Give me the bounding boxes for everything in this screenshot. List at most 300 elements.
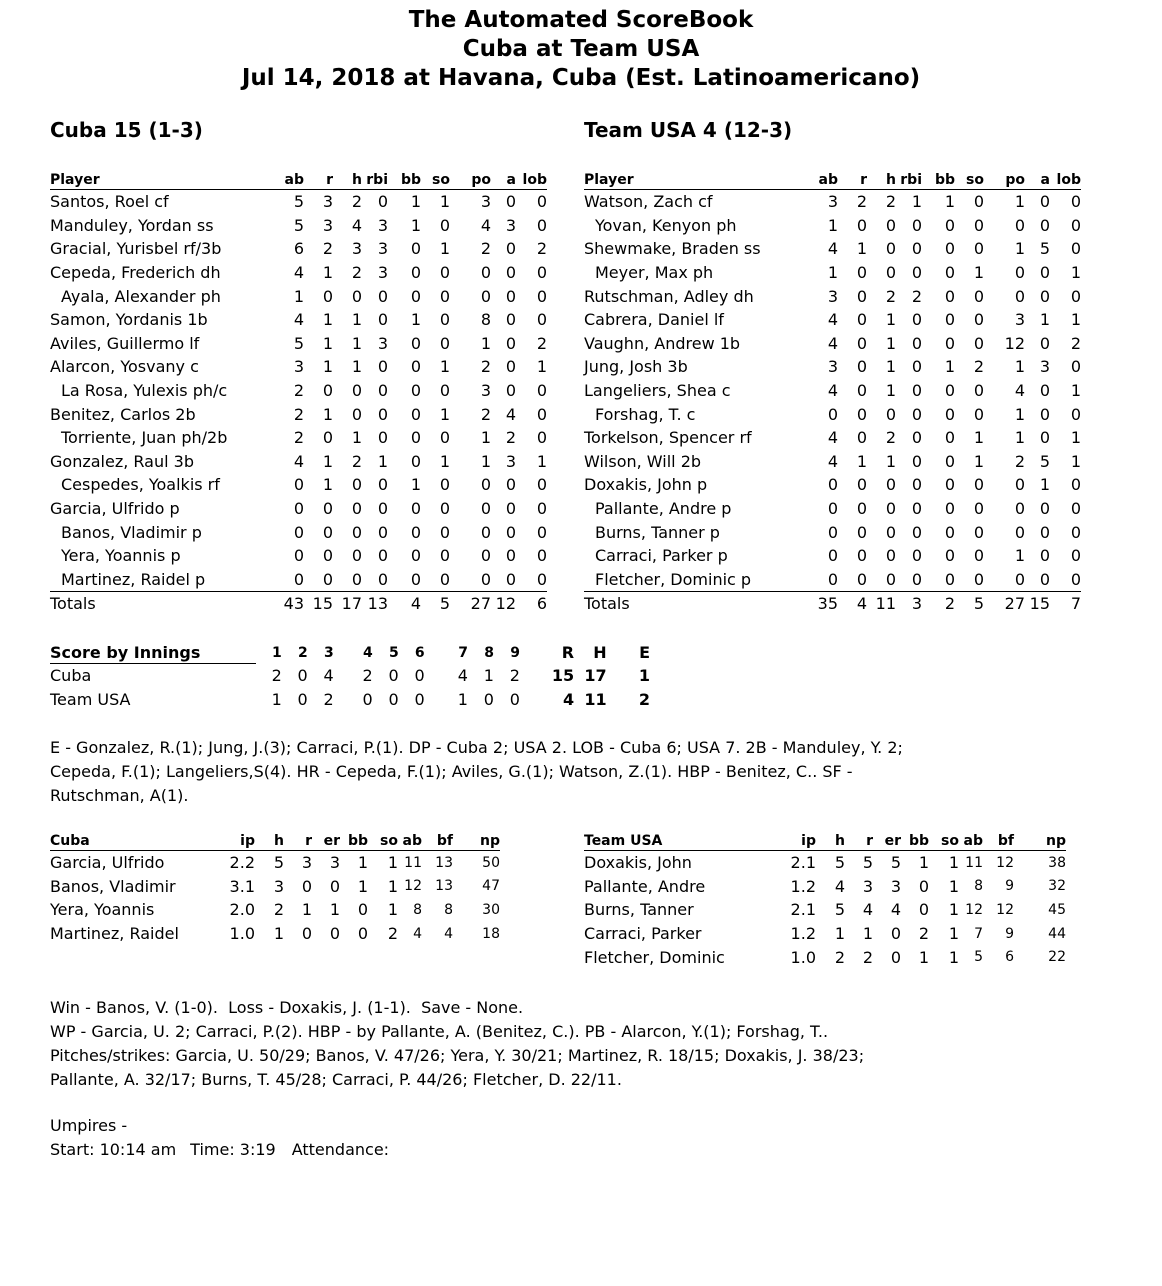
stat-cell: 0	[439, 333, 450, 353]
stat-cell: 3	[377, 263, 388, 283]
stat-cell: 1	[973, 263, 984, 283]
stat-cell: 1	[1070, 428, 1081, 448]
stat-cell: 2	[911, 286, 922, 306]
player-row	[584, 450, 1081, 474]
linescore-row	[50, 688, 650, 712]
player-row	[50, 355, 547, 379]
stat-cell: 1.0	[229, 924, 255, 944]
stat-cell: 2	[885, 286, 896, 306]
totals-row	[50, 592, 547, 616]
player-name: Gonzalez, Raul 3b	[50, 451, 194, 471]
stat-cell: 0	[1039, 381, 1050, 401]
stat-cell: 3	[377, 215, 388, 235]
stat-cell: 0	[439, 522, 450, 542]
stat-cell: 0	[856, 333, 867, 353]
stat-cell: 0	[536, 499, 547, 519]
player-row	[50, 237, 547, 261]
stat-cell: 0	[505, 357, 516, 377]
stat-cell: 0	[1070, 286, 1081, 306]
date-venue: Jul 14, 2018 at Havana, Cuba (Est. Latinoamericano)	[241, 65, 921, 91]
stat-cell: 0	[911, 310, 922, 330]
stat-cell: 0	[1070, 569, 1081, 589]
pitcher-row	[584, 898, 1066, 922]
player-row	[50, 284, 547, 308]
total-cell: 5	[421, 592, 450, 616]
stat-cell: 5	[1039, 239, 1050, 259]
player-name: Forshag, T. c	[595, 404, 696, 424]
player-name: Torkelson, Spencer rf	[584, 428, 752, 448]
stat-cell: 1.0	[790, 947, 816, 967]
stat-cell: 0	[1039, 263, 1050, 283]
stat-cell: 3	[505, 451, 516, 471]
column-header: bf	[422, 832, 453, 851]
stat-cell: 1	[948, 900, 959, 920]
stat-cell: 0	[856, 357, 867, 377]
stat-cell: 1	[1070, 381, 1081, 401]
stat-cell: 1	[351, 333, 362, 353]
stat-cell: 0	[856, 310, 867, 330]
player-row	[50, 497, 547, 521]
rhe-value: 15	[551, 666, 575, 685]
total-cell: 15	[1025, 592, 1050, 616]
stat-cell: 2	[480, 239, 491, 259]
stat-cell: 2	[293, 404, 304, 424]
stat-cell: 4	[1014, 381, 1025, 401]
inning-number: 5	[388, 644, 399, 661]
home-pitching-table	[584, 832, 1066, 969]
stat-cell: 0	[505, 499, 516, 519]
column-header: lob	[1050, 171, 1081, 190]
stat-cell: 2	[505, 428, 516, 448]
stat-cell: 1	[480, 428, 491, 448]
stat-cell: 0	[1039, 215, 1050, 235]
stat-cell: 0	[911, 404, 922, 424]
stat-cell: 1	[856, 451, 867, 471]
stat-cell: 1	[387, 853, 398, 873]
stat-cell: 5	[293, 333, 304, 353]
stat-cell: 47	[482, 878, 500, 895]
stat-cell: 0	[911, 428, 922, 448]
stat-cell: 0	[911, 546, 922, 566]
inning-number: 7	[458, 644, 468, 661]
stat-cell: 1	[948, 947, 959, 967]
stat-cell: 0	[1070, 357, 1081, 377]
stat-cell: 9	[1005, 925, 1014, 942]
stat-cell: 1	[322, 333, 333, 353]
stat-cell: 0	[293, 499, 304, 519]
stat-cell: 12	[404, 878, 422, 895]
stat-cell: 2.2	[229, 853, 255, 873]
stat-cell: 2	[885, 192, 896, 212]
inning-number: 8	[484, 644, 494, 661]
stat-cell: 1	[1070, 310, 1081, 330]
stat-cell: 0	[322, 546, 333, 566]
stat-cell: 9	[1005, 878, 1014, 895]
stat-cell: 45	[1048, 901, 1066, 918]
header-row	[50, 171, 547, 190]
stat-cell: 0	[377, 310, 388, 330]
stat-cell: 0	[505, 310, 516, 330]
stat-cell: 0	[1014, 522, 1025, 542]
pitcher-name: Burns, Tanner	[584, 900, 694, 920]
stat-cell: 1	[885, 381, 896, 401]
stat-cell: 1	[1014, 404, 1025, 424]
stat-cell: 3	[377, 239, 388, 259]
stat-cell: 0	[885, 239, 896, 259]
total-cell: 27	[984, 592, 1025, 616]
inning-score: 0	[414, 666, 425, 685]
stat-cell: 1	[1070, 451, 1081, 471]
stat-cell: 1	[293, 286, 304, 306]
pitcher-name: Banos, Vladimir	[50, 876, 176, 896]
stat-cell: 0	[536, 310, 547, 330]
stat-cell: 1	[322, 310, 333, 330]
stat-cell: 4	[890, 900, 901, 920]
stat-cell: 11	[404, 854, 422, 871]
stat-cell: 4	[827, 239, 838, 259]
stat-cell: 3	[301, 853, 312, 873]
stat-cell: 0	[827, 404, 838, 424]
stat-cell: 0	[1014, 569, 1025, 589]
player-name: Shewmake, Braden ss	[584, 239, 761, 259]
stat-cell: 5	[293, 215, 304, 235]
stat-cell: 13	[435, 854, 453, 871]
player-row	[50, 450, 547, 474]
total-cell: 6	[516, 592, 547, 616]
player-row	[584, 379, 1081, 403]
linescore-team: Cuba	[50, 666, 92, 686]
column-header: rbi	[362, 171, 388, 190]
stat-cell: 0	[322, 499, 333, 519]
inning-number: 6	[414, 644, 425, 661]
stat-cell: 0	[480, 569, 491, 589]
stat-cell: 0	[944, 569, 955, 589]
stat-cell: 0	[856, 215, 867, 235]
stat-cell: 0	[536, 192, 547, 212]
stat-cell: 0	[439, 546, 450, 566]
total-cell: 15	[304, 592, 333, 616]
stat-cell: 2	[1070, 333, 1081, 353]
stat-cell: 0	[911, 451, 922, 471]
stat-cell: 0	[410, 333, 421, 353]
stat-cell: 0	[911, 522, 922, 542]
stat-cell: 0	[536, 263, 547, 283]
stat-cell: 0	[944, 239, 955, 259]
game-notes	[50, 736, 1130, 808]
stat-cell: 1	[1039, 310, 1050, 330]
stat-cell: 0	[505, 381, 516, 401]
total-cell: 7	[1050, 592, 1081, 616]
stat-cell: 3	[827, 357, 838, 377]
game-note-line: E - Gonzalez, R.(1); Jung, J.(3); Carraci, P.(1). DP - Cuba 2; USA 2. LOB - Cuba 6; USA 7. 2B - Manduley, Y. 2;	[50, 738, 903, 757]
inning-score: 1	[483, 666, 494, 685]
home-batting-table	[584, 171, 1081, 616]
player-name: Gracial, Yurisbel rf/3b	[50, 239, 222, 259]
stat-cell: 0	[293, 475, 304, 495]
stat-cell: 0	[973, 286, 984, 306]
column-header: bf	[983, 832, 1014, 851]
stat-cell: 0	[439, 499, 450, 519]
player-row	[50, 332, 547, 356]
start-time: Start: 10:14 am	[50, 1140, 177, 1159]
stat-cell: 3	[1039, 357, 1050, 377]
stat-cell: 0	[973, 522, 984, 542]
stat-cell: 4	[293, 263, 304, 283]
inning-number: 3	[323, 644, 334, 661]
stat-cell: 0	[856, 286, 867, 306]
stat-cell: 1	[439, 239, 450, 259]
stat-cell: 3	[480, 192, 491, 212]
stat-cell: 1	[918, 947, 929, 967]
stat-cell: 1	[1014, 428, 1025, 448]
stat-cell: 0	[351, 404, 362, 424]
stat-cell: 0	[1039, 546, 1050, 566]
stat-cell: 0	[377, 192, 388, 212]
game-time: Time: 3:19	[190, 1140, 276, 1159]
start-time-line	[50, 1138, 1130, 1162]
stat-cell: 0	[480, 499, 491, 519]
stat-cell: 0	[536, 381, 547, 401]
stat-cell: 11	[965, 854, 983, 871]
stat-cell: 3	[827, 192, 838, 212]
stat-cell: 0	[410, 451, 421, 471]
inning-score: 0	[388, 689, 399, 709]
player-row	[50, 261, 547, 285]
stat-cell: 0	[536, 404, 547, 424]
stat-cell: 1	[322, 357, 333, 377]
matchup-title: Cuba at Team USA	[462, 36, 700, 62]
stat-cell: 0	[329, 924, 340, 944]
stat-cell: 5	[834, 900, 845, 920]
totals-label: Totals	[50, 592, 275, 616]
player-name: Samon, Yordanis 1b	[50, 310, 208, 330]
stat-cell: 0	[1014, 263, 1025, 283]
stat-cell: 12	[996, 901, 1014, 918]
player-name: Pallante, Andre p	[595, 499, 732, 519]
stat-cell: 0	[856, 522, 867, 542]
stat-cell: 4	[827, 381, 838, 401]
player-row	[584, 426, 1081, 450]
stat-cell: 0	[480, 263, 491, 283]
stat-cell: 4	[444, 925, 453, 942]
stat-cell: 0	[856, 546, 867, 566]
stat-cell: 1	[387, 876, 398, 896]
pitcher-row	[584, 922, 1066, 946]
home-team-heading: Team USA 4 (12-3)	[584, 118, 793, 142]
player-row	[584, 332, 1081, 356]
stat-cell: 1	[536, 357, 547, 377]
stat-cell: 0	[1039, 192, 1050, 212]
stat-cell: 0	[377, 381, 388, 401]
stat-cell: 30	[482, 901, 500, 918]
stat-cell: 3	[480, 381, 491, 401]
stat-cell: 0	[856, 263, 867, 283]
stat-cell: 0	[377, 404, 388, 424]
pitcher-row	[50, 851, 500, 875]
stat-cell: 0	[973, 192, 984, 212]
column-header: bb	[922, 171, 955, 190]
stat-cell: 8	[413, 901, 422, 918]
column-header: r	[838, 171, 867, 190]
stat-cell: 0	[410, 428, 421, 448]
rhe-header: E	[639, 643, 650, 663]
stat-cell: 0	[973, 310, 984, 330]
stat-cell: 2	[273, 900, 284, 920]
rhe-header: H	[593, 643, 607, 663]
stat-cell: 0	[885, 522, 896, 542]
stat-cell: 0	[536, 428, 547, 448]
total-cell: 12	[491, 592, 516, 616]
stat-cell: 0	[377, 428, 388, 448]
inning-score: 1	[457, 689, 468, 709]
stat-cell: 1	[439, 451, 450, 471]
stat-cell: 0	[944, 286, 955, 306]
stat-cell: 0	[885, 499, 896, 519]
column-header: er	[312, 832, 340, 851]
stat-cell: 4	[827, 451, 838, 471]
stat-cell: 0	[480, 475, 491, 495]
stat-cell: 0	[505, 475, 516, 495]
linescore-label: Score by Innings	[50, 642, 256, 664]
rhe-value: 4	[562, 689, 575, 709]
player-row	[584, 473, 1081, 497]
stat-cell: 0	[301, 876, 312, 896]
stat-cell: 1	[410, 310, 421, 330]
column-header: np	[453, 832, 500, 851]
stat-cell: 0	[1014, 286, 1025, 306]
stat-cell: 1	[322, 263, 333, 283]
player-row	[584, 237, 1081, 261]
stat-cell: 3	[322, 192, 333, 212]
stat-cell: 1	[301, 900, 312, 920]
stat-cell: 22	[1048, 949, 1066, 966]
player-name: Rutschman, Adley dh	[584, 286, 754, 306]
stat-cell: 0	[856, 475, 867, 495]
column-header: a	[491, 171, 516, 190]
player-name: Alarcon, Yosvany c	[50, 357, 199, 377]
stat-cell: 0	[1070, 499, 1081, 519]
stat-cell: 1	[410, 475, 421, 495]
pitching-note-line: Pitches/strikes: Garcia, U. 50/29; Banos, V. 47/26; Yera, Y. 30/21; Martinez, R. 18/15; Doxakis, J. 38/23;	[50, 1046, 865, 1065]
stat-cell: 0	[856, 381, 867, 401]
stat-cell: 0	[536, 522, 547, 542]
stat-cell: 0	[885, 546, 896, 566]
stat-cell: 2	[973, 357, 984, 377]
stat-cell: 0	[377, 357, 388, 377]
player-name: Wilson, Will 2b	[584, 451, 702, 471]
stat-cell: 0	[536, 475, 547, 495]
total-cell: 11	[867, 592, 896, 616]
stat-cell: 0	[911, 499, 922, 519]
column-header: bb	[340, 832, 368, 851]
stat-cell: 2	[1014, 451, 1025, 471]
stat-cell: 2.0	[229, 900, 255, 920]
rhe-value: 2	[638, 689, 650, 709]
player-row	[584, 520, 1081, 544]
stat-cell: 0	[944, 381, 955, 401]
player-name: Yera, Yoannis p	[61, 546, 181, 566]
umpires-line: Umpires -	[50, 1116, 128, 1135]
stat-cell: 0	[410, 522, 421, 542]
linescore-team: Team USA	[50, 689, 131, 709]
stat-cell: 0	[351, 475, 362, 495]
stat-cell: 0	[410, 546, 421, 566]
stat-cell: 3	[890, 876, 901, 896]
inning-score: 4	[323, 666, 334, 685]
pitcher-row	[50, 875, 500, 899]
stat-cell: 0	[1039, 333, 1050, 353]
stat-cell: 0	[1070, 546, 1081, 566]
column-header: h	[867, 171, 896, 190]
stat-cell: 0	[911, 263, 922, 283]
stat-cell: 3	[351, 239, 362, 259]
player-row	[584, 214, 1081, 238]
stat-cell: 0	[973, 569, 984, 589]
column-header: lob	[516, 171, 547, 190]
column-header: so	[421, 171, 450, 190]
stat-cell: 2	[322, 239, 333, 259]
stat-cell: 4	[827, 310, 838, 330]
inning-score: 0	[297, 689, 308, 709]
stat-cell: 0	[973, 215, 984, 235]
stat-cell: 1	[357, 853, 368, 873]
stat-cell: 18	[482, 925, 500, 942]
pitcher-row	[50, 922, 500, 946]
column-header: r	[284, 832, 312, 851]
stat-cell: 0	[911, 381, 922, 401]
stat-cell: 0	[911, 357, 922, 377]
player-row	[50, 190, 547, 214]
player-name: Torriente, Juan ph/2b	[61, 428, 228, 448]
stat-cell: 3	[377, 333, 388, 353]
stat-cell: 1	[856, 239, 867, 259]
column-header: so	[955, 171, 984, 190]
stat-cell: 8	[480, 310, 491, 330]
pitcher-row	[584, 945, 1066, 969]
player-name: Watson, Zach cf	[584, 192, 713, 212]
stat-cell: 0	[377, 475, 388, 495]
inning-score: 0	[414, 689, 425, 709]
column-header: h	[333, 171, 362, 190]
player-name: Fletcher, Dominic p	[595, 569, 752, 589]
stat-cell: 38	[1048, 854, 1066, 871]
stat-cell: 0	[377, 522, 388, 542]
stat-cell: 0	[505, 522, 516, 542]
total-cell: 35	[809, 592, 838, 616]
player-row	[50, 402, 547, 426]
stat-cell: 2	[351, 192, 362, 212]
player-name: Meyer, Max ph	[595, 263, 714, 283]
stat-cell: 0	[410, 499, 421, 519]
stat-cell: 4	[293, 310, 304, 330]
stat-cell: 0	[505, 263, 516, 283]
stat-cell: 5	[834, 853, 845, 873]
stat-cell: 7	[974, 925, 983, 942]
stat-cell: 1	[351, 310, 362, 330]
away-batting-table	[50, 171, 547, 616]
stat-cell: 0	[322, 428, 333, 448]
rhe-value: 11	[584, 689, 607, 709]
stat-cell: 0	[1014, 499, 1025, 519]
stat-cell: 1	[1039, 475, 1050, 495]
total-cell: 5	[955, 592, 984, 616]
stat-cell: 0	[973, 499, 984, 519]
stat-cell: 1	[351, 357, 362, 377]
stat-cell: 0	[856, 499, 867, 519]
stat-cell: 1	[944, 192, 955, 212]
player-row	[584, 284, 1081, 308]
stat-cell: 0	[439, 428, 450, 448]
